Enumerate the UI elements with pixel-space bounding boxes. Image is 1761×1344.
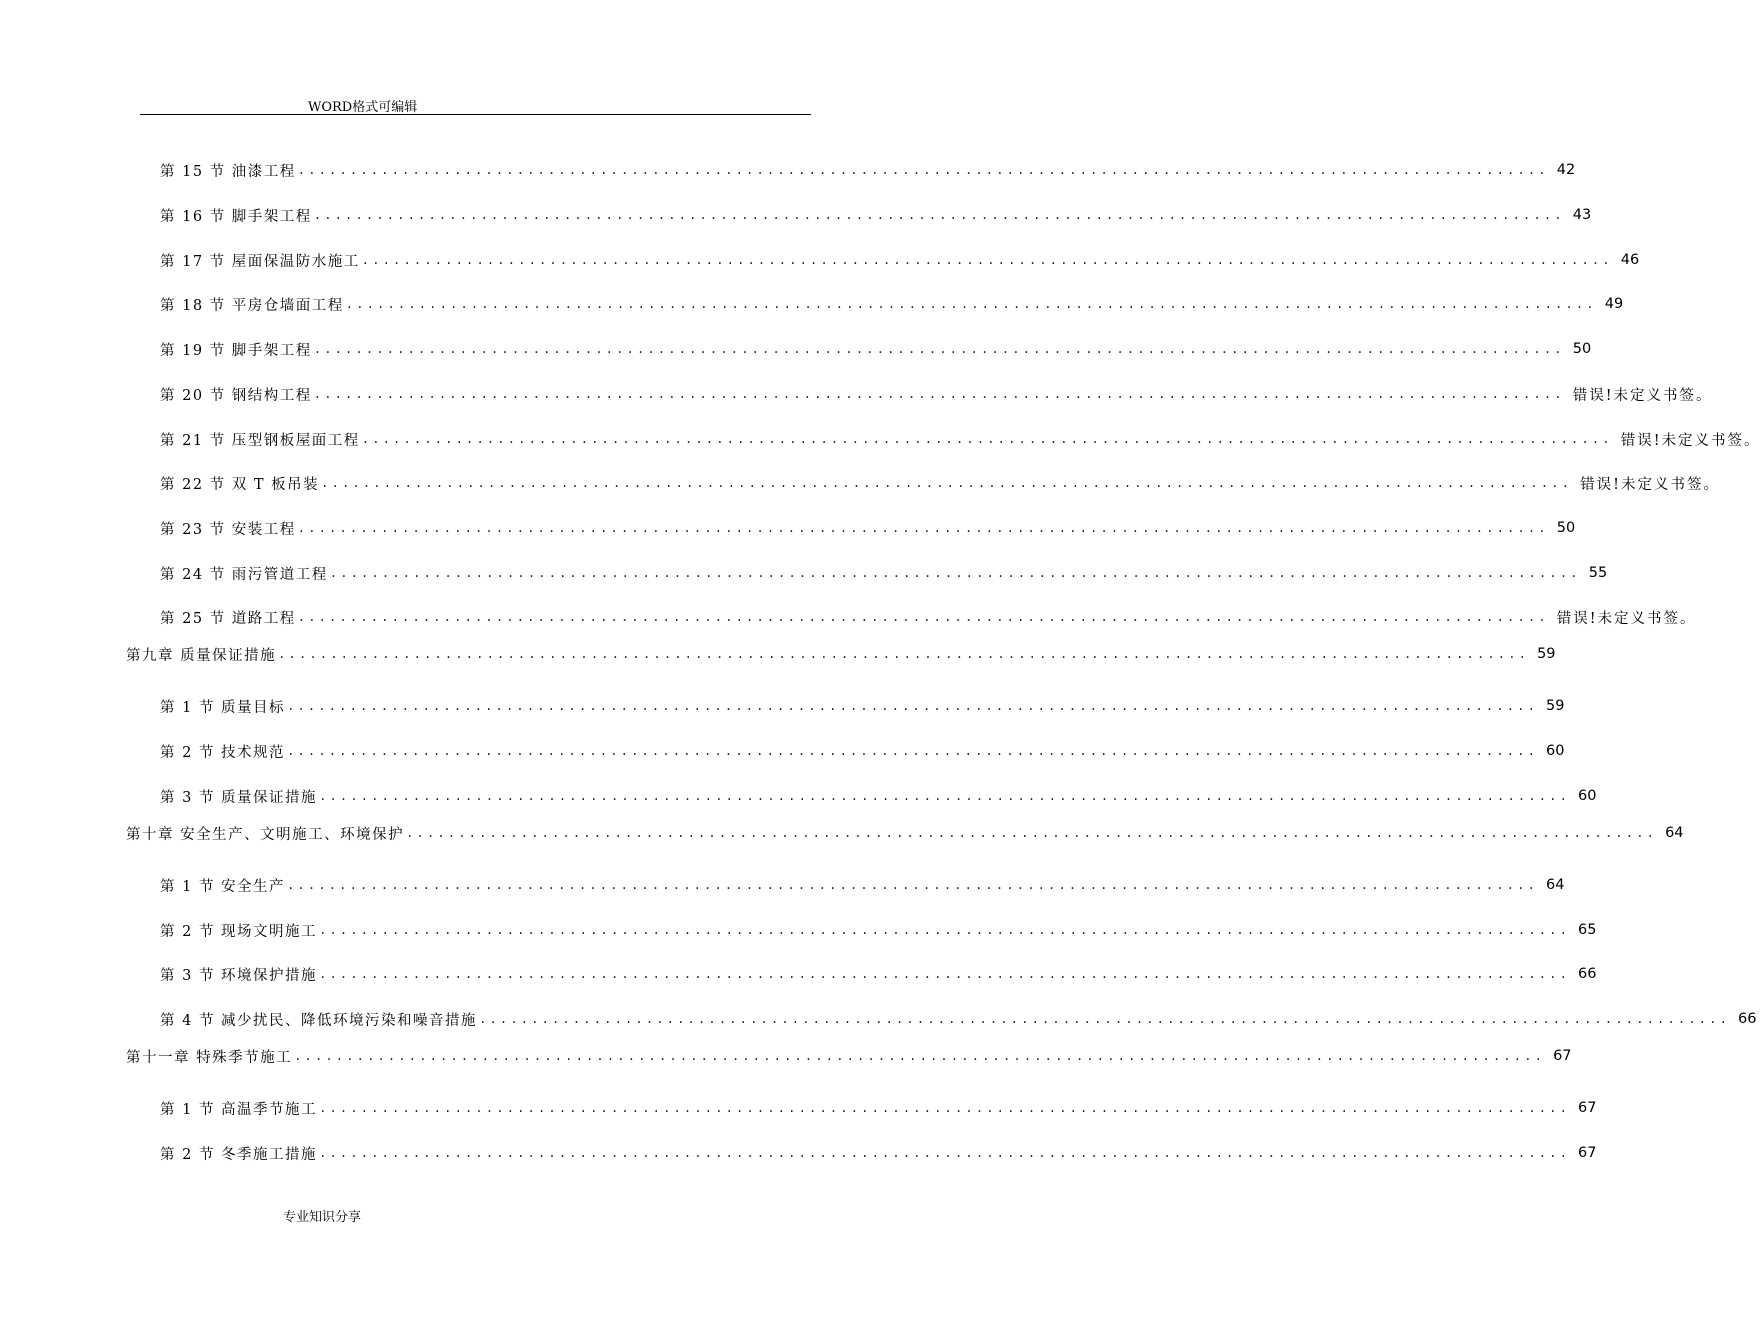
toc-page-number: 67: [1553, 1048, 1572, 1064]
toc-page-number: 错误!未定义书签。: [1556, 610, 1697, 627]
toc-entry-title: 第 2 节 现场文明施工: [160, 923, 318, 940]
toc-entry-title: 第 18 节 平房仓墙面工程: [160, 297, 344, 314]
toc-page-number: 65: [1578, 922, 1597, 938]
toc-entry-title: 第 3 节 质量保证措施: [160, 789, 318, 806]
toc-dot-leader: ........................................................................................................................: [287, 878, 1539, 892]
toc-entry-title: 第 21 节 压型钢板屋面工程: [160, 432, 360, 449]
toc-entry-title: 第 1 节 质量目标: [160, 699, 286, 716]
toc-section-entry[interactable]: [160, 1096, 1597, 1120]
toc-section-entry[interactable]: [160, 427, 1761, 451]
toc-dot-leader: ........................................................................................................................: [287, 744, 1539, 758]
page-footer-text: 专业知识分享: [283, 1210, 362, 1225]
toc-entry-title: 第十章 安全生产、文明施工、环境保护: [126, 826, 405, 843]
toc-entry-title: 第 23 节 安装工程: [160, 521, 296, 538]
toc-entry-title: 第 20 节 钢结构工程: [160, 387, 312, 404]
toc-dot-leader: ........................................................................................................................: [319, 1101, 1571, 1115]
toc-section-entry[interactable]: [160, 561, 1608, 585]
toc-page-number: 60: [1578, 788, 1597, 804]
toc-dot-leader: ........................................................................................................................: [319, 1146, 1571, 1160]
toc-page-number: 59: [1546, 698, 1565, 714]
toc-entry-title: 第十一章 特殊季节施工: [126, 1049, 293, 1066]
toc-entry-title: 第 17 节 屋面保温防水施工: [160, 253, 360, 270]
toc-section-entry[interactable]: [160, 918, 1597, 942]
toc-page-number: 60: [1546, 743, 1565, 759]
toc-dot-leader: ........................................................................................................................: [319, 789, 1571, 803]
toc-page-number: 错误!未定义书签。: [1580, 476, 1720, 493]
toc-section-entry[interactable]: [160, 739, 1565, 763]
toc-dot-leader: ........................................................................................................................: [319, 923, 1571, 937]
toc-page-number: 66: [1578, 966, 1597, 982]
toc-dot-leader: ........................................................................................................................: [479, 1012, 1731, 1026]
toc-entry-title: 第九章 质量保证措施: [126, 647, 277, 664]
toc-dot-leader: ........................................................................................................................: [278, 647, 1530, 661]
toc-section-entry[interactable]: [160, 337, 1592, 361]
toc-dot-leader: ........................................................................................................................: [294, 1049, 1546, 1063]
toc-page-number: 64: [1665, 825, 1684, 841]
toc-chapter-entry[interactable]: [126, 1044, 1572, 1068]
toc-section-entry[interactable]: [160, 873, 1565, 897]
toc-section-entry[interactable]: [160, 471, 1720, 495]
page-header-text: WORD格式可编辑: [308, 100, 418, 115]
toc-dot-leader: ........................................................................................................................: [361, 253, 1613, 267]
toc-dot-leader: ........................................................................................................................: [406, 826, 1658, 840]
toc-dot-leader: ........................................................................................................................: [287, 699, 1539, 713]
toc-page-number: 错误!未定义书签。: [1620, 432, 1761, 449]
toc-page-number: 64: [1546, 877, 1565, 893]
toc-page-number: 67: [1578, 1100, 1597, 1116]
toc-page-number: 50: [1572, 341, 1592, 357]
toc-dot-leader: ........................................................................................................................: [345, 297, 1597, 311]
toc-dot-leader: ........................................................................................................................: [297, 521, 1549, 535]
toc-entry-title: 第 22 节 双 T 板吊装: [160, 476, 320, 493]
toc-section-entry[interactable]: [160, 248, 1640, 272]
toc-entry-title: 第 1 节 高温季节施工: [160, 1101, 318, 1118]
toc-page-number: 67: [1578, 1145, 1597, 1161]
toc-page-number: 50: [1556, 520, 1576, 536]
toc-entry-title: 第 19 节 脚手架工程: [160, 342, 312, 359]
toc-page-number: 59: [1537, 646, 1556, 662]
toc-section-entry[interactable]: [160, 605, 1697, 629]
toc-entry-title: 第 2 节 冬季施工措施: [160, 1146, 318, 1163]
toc-page-number: 66: [1738, 1011, 1757, 1027]
toc-entry-title: 第 2 节 技术规范: [160, 744, 286, 761]
toc-page-number: 43: [1572, 207, 1592, 223]
toc-dot-leader: ........................................................................................................................: [313, 208, 1565, 222]
toc-entry-title: 第 4 节 减少扰民、降低环境污染和噪音措施: [160, 1012, 478, 1029]
toc-section-entry[interactable]: [160, 292, 1624, 316]
toc-dot-leader: ........................................................................................................................: [319, 967, 1571, 981]
toc-section-entry[interactable]: [160, 203, 1592, 227]
toc-chapter-entry[interactable]: [126, 642, 1556, 666]
toc-page-number: 错误!未定义书签。: [1572, 387, 1713, 404]
toc-section-entry[interactable]: [160, 382, 1713, 406]
toc-entry-title: 第 16 节 脚手架工程: [160, 208, 312, 225]
toc-section-entry[interactable]: [160, 158, 1576, 182]
toc-dot-leader: ........................................................................................................................: [313, 387, 1565, 401]
toc-page-number: 49: [1604, 296, 1624, 312]
toc-section-entry[interactable]: [160, 1141, 1597, 1165]
toc-section-entry[interactable]: [160, 694, 1565, 718]
toc-section-entry[interactable]: [160, 1007, 1757, 1031]
toc-dot-leader: ........................................................................................................................: [297, 163, 1549, 177]
toc-page-number: 46: [1620, 252, 1640, 268]
toc-chapter-entry[interactable]: [126, 821, 1684, 845]
toc-entry-title: 第 3 节 环境保护措施: [160, 967, 318, 984]
toc-page-number: 55: [1588, 565, 1608, 581]
toc-entry-title: 第 1 节 安全生产: [160, 878, 286, 895]
toc-section-entry[interactable]: [160, 516, 1576, 540]
toc-dot-leader: ........................................................................................................................: [321, 476, 1573, 490]
toc-dot-leader: ........................................................................................................................: [361, 432, 1613, 446]
toc-dot-leader: ........................................................................................................................: [329, 566, 1581, 580]
toc-entry-title: 第 24 节 雨污管道工程: [160, 566, 328, 583]
toc-entry-title: 第 15 节 油漆工程: [160, 163, 296, 180]
toc-page-number: 42: [1556, 162, 1576, 178]
toc-entry-title: 第 25 节 道路工程: [160, 610, 296, 627]
toc-dot-leader: ........................................................................................................................: [297, 610, 1549, 624]
toc-section-entry[interactable]: [160, 784, 1597, 808]
toc-section-entry[interactable]: [160, 962, 1597, 986]
toc-dot-leader: ........................................................................................................................: [313, 342, 1565, 356]
